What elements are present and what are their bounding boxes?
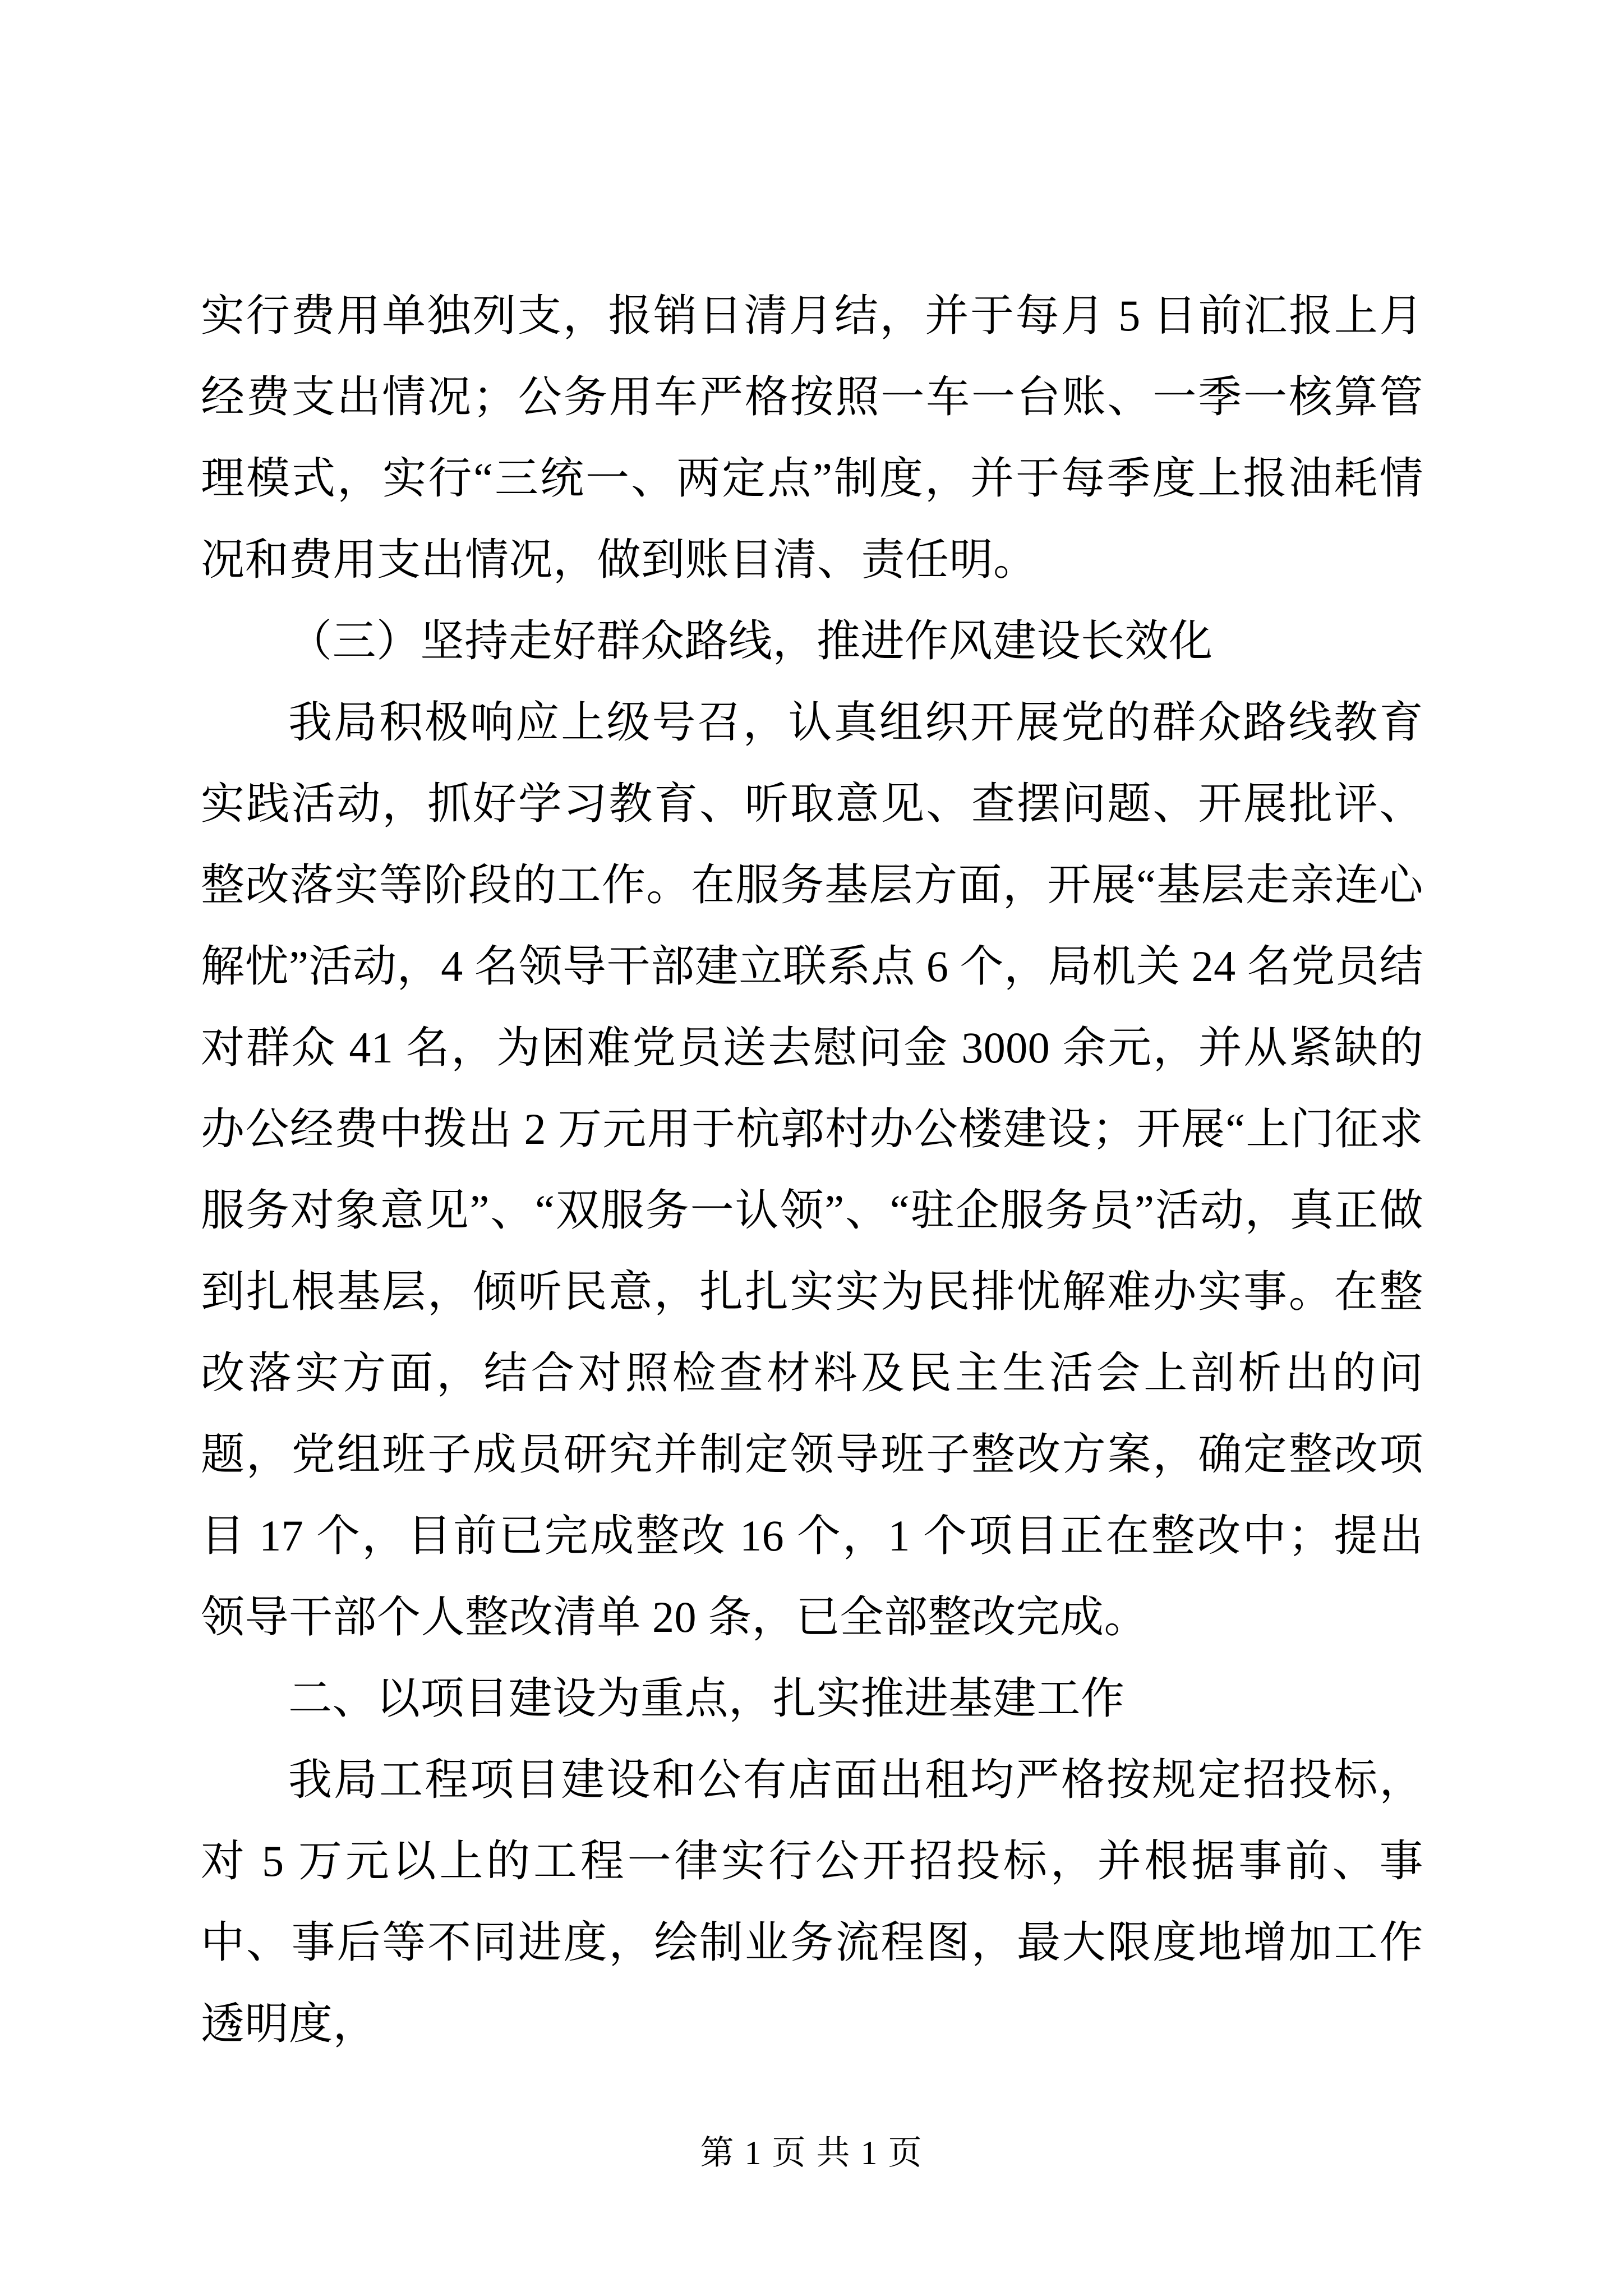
paragraph-heading-section-two: 二、以项目建设为重点，扎实推进基建工作 <box>288 1674 1125 1723</box>
page-footer: 第 1 页 共 1 页 <box>700 2134 923 2171</box>
paragraph-mass-line-work: 我局积极响应上级号召，认真组织开展党的群众路线教育实践活动，抓好学习教育、听取意见、查摆问题、开展批评、整改落实等阶段的工作。在服务基层方面，开展“基层走亲连心解忧”活动，4 名领导干部建立联系点 6 个，局机关 24 名党员结对群众 41 名，为困难党员送去慰问金 3000 余元，并从紧缺的办公经费中拨出 2 万元用于杭郭村办公楼建设；开展“上门征求服务对象意见”、“双服务一认领”、“驻企服务员”活动，真正做到扎根基层，倾听民意，扎扎实实为民排忧解难办实事。在整改落实方面，结合对照检查材料及民主生活会上剖析出的问题，党组班子成员研究并制定领导班子整改方案，确定整改项目 17 个，目前已完成整改 16 个，1 个项目正在整改中；提出领导干部个人整改清单 20 条，已全部整改完成。 <box>201 698 1423 1641</box>
paragraph-project-construction: 我局工程项目建设和公有店面出租均严格按规定招投标，对 5 万元以上的工程一律实行公开招投标，并根据事前、事中、事后等不同进度，绘制业务流程图，最大限度地增加工作透明度， <box>201 1755 1423 2048</box>
paragraph-heading-section-three: （三）坚持走好群众路线，推进作风建设长效化 <box>288 616 1213 665</box>
document-body <box>201 275 1423 2064</box>
paragraph-continuation: 实行费用单独列支，报销日清月结，并于每月 5 日前汇报上月经费支出情况；公务用车严格按照一车一台账、一季一核算管理模式，实行“三统一、两定点”制度，并于每季度上报油耗情况和费用支出情况，做到账目清、责任明。 <box>201 291 1423 584</box>
